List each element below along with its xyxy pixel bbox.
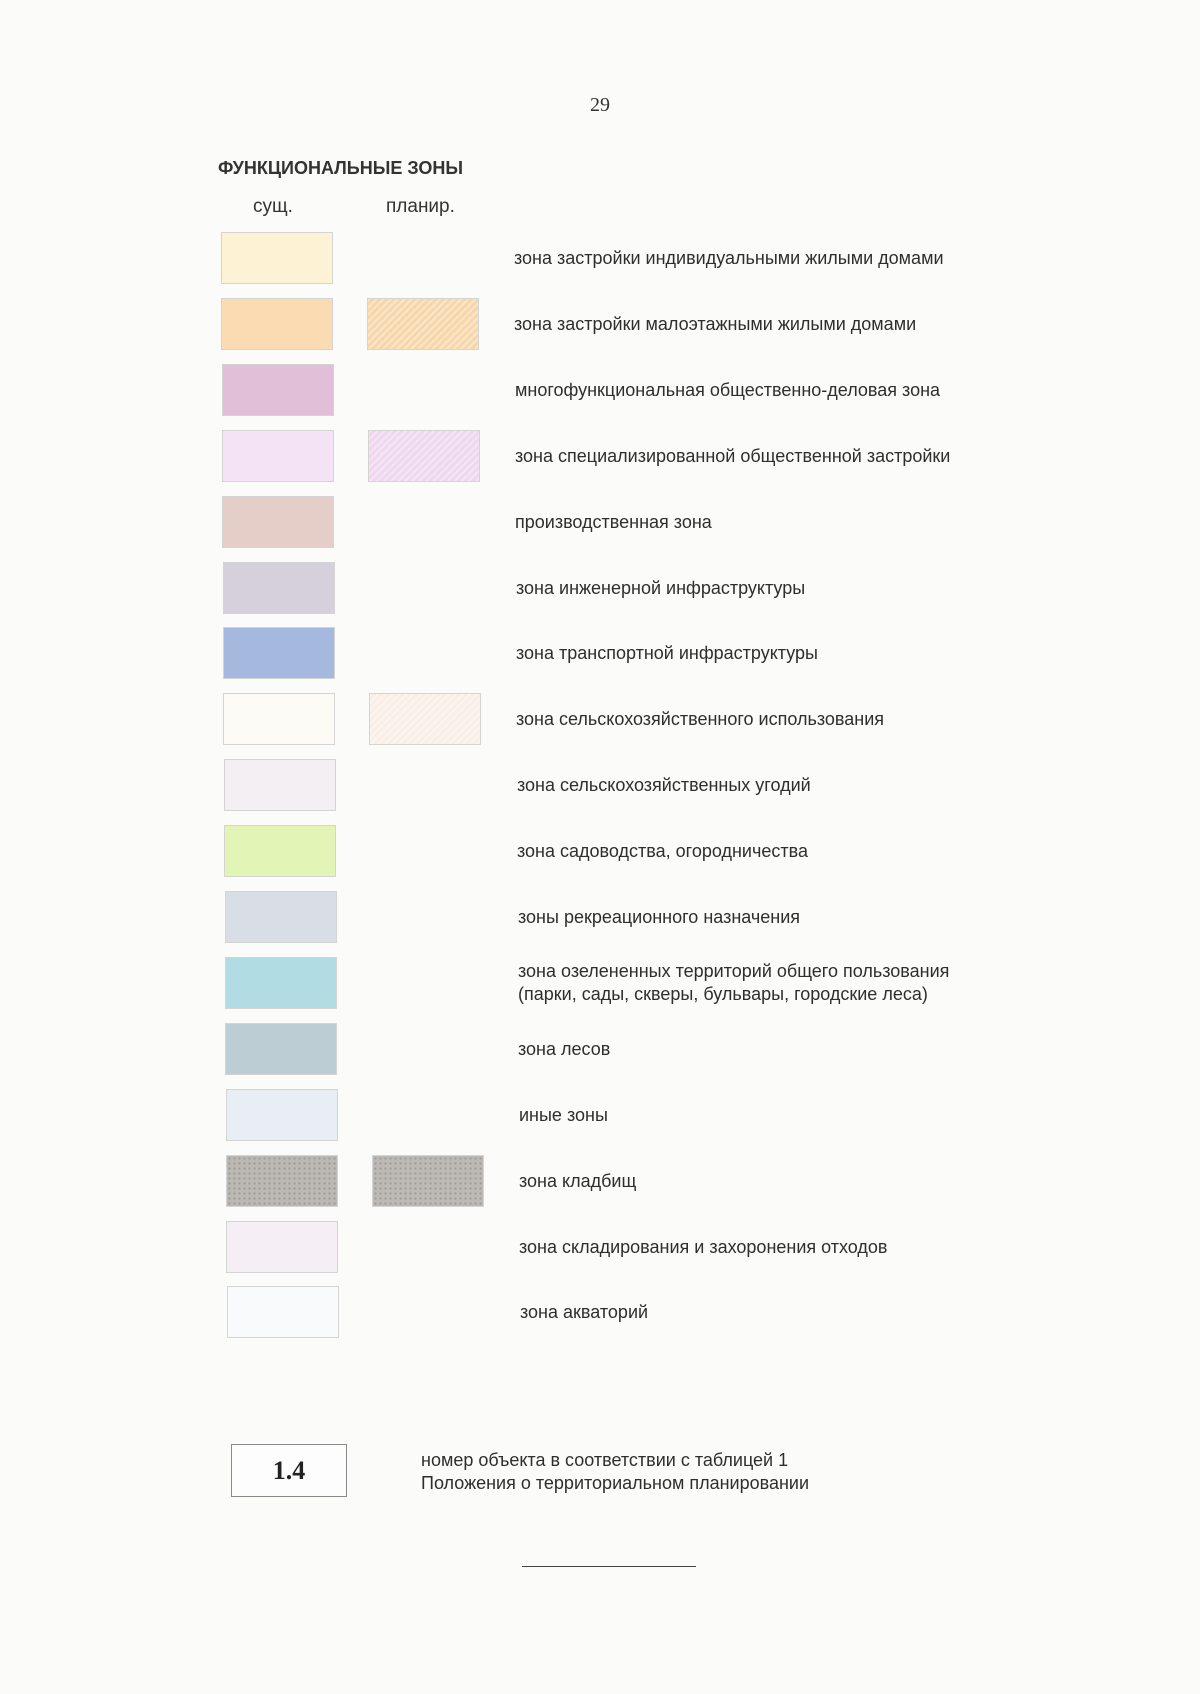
zone-label-line: зона лесов: [518, 1038, 611, 1059]
description-line: номер объекта в соответствии с таблицей 1: [421, 1450, 789, 1470]
existing-zone-swatch: [223, 562, 335, 614]
planned-zone-swatch: [372, 1155, 484, 1207]
zone-label-line: иные зоны: [519, 1104, 608, 1125]
existing-zone-swatch: [221, 232, 333, 284]
zone-label: [520, 1286, 1020, 1338]
zone-label-line: зона застройки малоэтажными жилыми домами: [514, 313, 917, 334]
existing-zone-swatch: [224, 825, 336, 877]
legend-row: [0, 825, 1200, 879]
legend-row: [0, 891, 1200, 945]
existing-zone-swatch: [225, 1023, 337, 1075]
existing-zone-swatch: [222, 496, 334, 548]
zone-label-line: (парки, сады, скверы, бульвары, городские леса): [518, 984, 928, 1004]
zone-label: [514, 298, 1014, 350]
existing-zone-swatch: [223, 693, 335, 745]
zone-label: [517, 825, 1017, 877]
zone-label: [516, 627, 1016, 679]
planned-zone-swatch: [369, 693, 481, 745]
legend-row: [0, 759, 1200, 813]
zone-label-line: зона инженерной инфраструктуры: [516, 577, 806, 598]
column-header-planned: планир.: [386, 196, 455, 217]
planned-zone-swatch: [368, 430, 480, 482]
existing-zone-swatch: [226, 1221, 338, 1273]
zone-label-line: зона кладбищ: [519, 1170, 637, 1191]
zone-label: [518, 1023, 1018, 1075]
zone-label-line: зона озелененных территорий общего пользования: [518, 961, 950, 981]
legend-row: [0, 430, 1200, 484]
legend-row: [0, 298, 1200, 352]
zone-label-line: зона садоводства, огородничества: [517, 840, 808, 861]
zone-label: [518, 891, 1018, 943]
existing-zone-swatch: [226, 1155, 338, 1207]
zone-label: [515, 364, 1015, 416]
zone-label: [515, 430, 1015, 482]
zone-label: [519, 1221, 1019, 1273]
zone-label: [516, 693, 1016, 745]
legend-row: [0, 1286, 1200, 1340]
legend-row: [0, 1089, 1200, 1143]
legend-row: [0, 1221, 1200, 1275]
existing-zone-swatch: [225, 891, 337, 943]
zone-label-line: многофункциональная общественно-деловая зона: [515, 379, 941, 400]
zone-label-line: зона специализированной общественной застройки: [515, 445, 951, 466]
existing-zone-swatch: [224, 759, 336, 811]
zone-label-line: зона транспортной инфраструктуры: [516, 642, 818, 663]
legend-row: [0, 1155, 1200, 1209]
planned-zone-swatch: [367, 298, 479, 350]
legend-row: [0, 1023, 1200, 1077]
legend-row: [0, 232, 1200, 286]
legend-row: [0, 496, 1200, 550]
zone-label: [515, 496, 1015, 548]
object-number-box: 1.4: [231, 1444, 347, 1497]
legend-row: [0, 957, 1200, 1011]
existing-zone-swatch: [226, 1089, 338, 1141]
existing-zone-swatch: [222, 364, 334, 416]
zone-label-line: зоны рекреационного назначения: [518, 906, 801, 927]
zone-label: [514, 232, 1014, 284]
existing-zone-swatch: [221, 298, 333, 350]
zone-label-line: зона сельскохозяйственного использования: [516, 708, 885, 729]
legend-row: [0, 693, 1200, 747]
legend-heading: ФУНКЦИОНАЛЬНЫЕ ЗОНЫ: [218, 158, 464, 178]
object-number-description: [421, 1449, 921, 1495]
legend-row: [0, 364, 1200, 418]
column-header-existing: сущ.: [253, 196, 293, 217]
zone-label: [519, 1155, 1019, 1207]
existing-zone-swatch: [225, 957, 337, 1009]
legend-row: [0, 562, 1200, 616]
zone-label: [518, 957, 1018, 1009]
zone-label-line: производственная зона: [515, 511, 712, 532]
zone-label-line: зона застройки индивидуальными жилыми домами: [514, 247, 944, 268]
legend-row: [0, 627, 1200, 681]
zone-label-line: зона акваторий: [520, 1301, 649, 1322]
description-line: Положения о территориальном планировании: [421, 1473, 810, 1493]
zone-label: [517, 759, 1017, 811]
page-number: 29: [590, 94, 610, 116]
end-rule: [522, 1566, 696, 1567]
existing-zone-swatch: [227, 1286, 339, 1338]
zone-label: [516, 562, 1016, 614]
existing-zone-swatch: [222, 430, 334, 482]
zone-label: [519, 1089, 1019, 1141]
zone-label-line: зона сельскохозяйственных угодий: [517, 774, 811, 795]
existing-zone-swatch: [223, 627, 335, 679]
zone-label-line: зона складирования и захоронения отходов: [519, 1236, 888, 1257]
